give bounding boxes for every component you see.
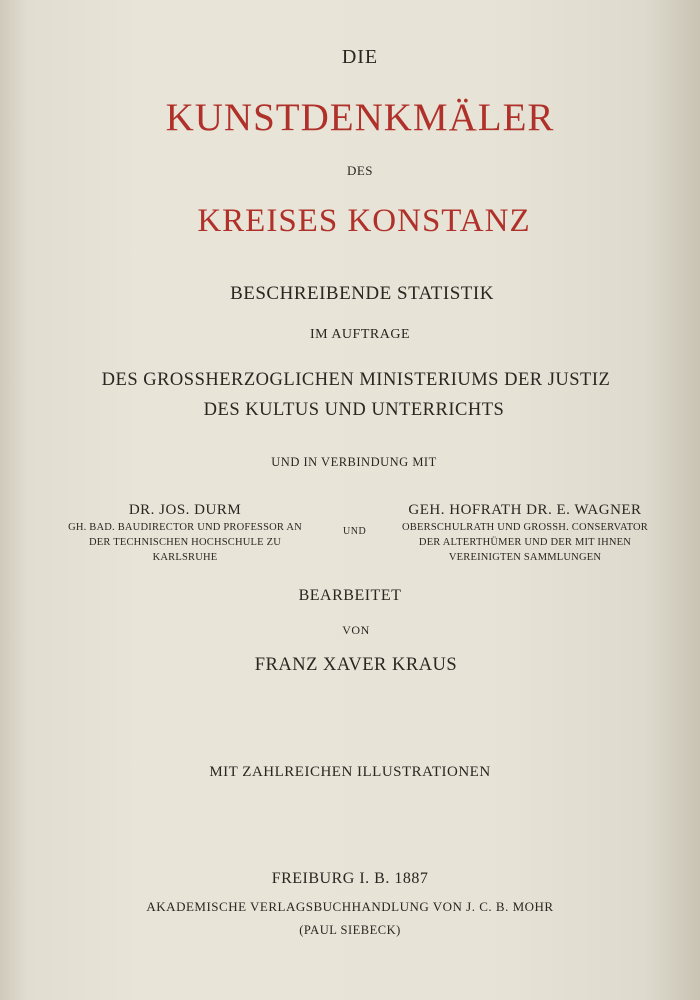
collaborator-left-line-3: KARLSRUHE	[152, 552, 218, 563]
collaborator-right	[360, 500, 690, 565]
place-and-year: FREIBURG I. B. 1887	[271, 870, 429, 887]
und-connector: UND	[343, 526, 367, 537]
collaborator-right-line-1: OBERSCHULRATH UND GROSSH. CONSERVATOR	[402, 522, 648, 533]
beschreibende-statistik: BESCHREIBENDE STATISTIK	[230, 283, 494, 304]
title-die: DIE	[341, 46, 379, 68]
author-name: FRANZ XAVER KRAUS	[254, 655, 458, 675]
ministerium-line-2: DES KULTUS UND UNTERRICHTS	[203, 400, 505, 420]
collaborator-right-line-2: DER ALTERTHÜMER UND DER MIT IHNEN	[418, 537, 632, 548]
von: VON	[342, 623, 370, 637]
collaborator-right-name: GEH. HOFRATH DR. E. WAGNER	[408, 502, 642, 518]
publisher-note: (PAUL SIEBECK)	[299, 923, 401, 937]
collaborator-right-line-3: VEREINIGTEN SAMMLUNGEN	[448, 552, 602, 563]
collaborator-left-name: DR. JOS. DURM	[128, 502, 242, 518]
main-title: KUNSTDENKMÄLER	[165, 96, 555, 139]
in-verbindung-mit: UND IN VERBINDUNG MIT	[271, 455, 437, 469]
title-des: DES	[346, 163, 374, 178]
subtitle: KREISES KONSTANZ	[197, 203, 531, 239]
collaborator-left-line-1: GH. BAD. BAUDIRECTOR UND PROFESSOR AN	[68, 522, 302, 533]
collaborator-left	[20, 500, 350, 565]
bearbeitet: BEARBEITET	[298, 587, 402, 604]
im-auftrage: IM AUFTRAGE	[309, 327, 410, 342]
collaborator-left-line-2: DER TECHNISCHEN HOCHSCHULE ZU	[89, 537, 281, 548]
ministerium-line-1: DES GROSSHERZOGLICHEN MINISTERIUMS DER JUSTIZ	[101, 370, 611, 390]
illustrations-note: MIT ZAHLREICHEN ILLUSTRATIONEN	[209, 764, 491, 780]
publisher: AKADEMISCHE VERLAGSBUCHHANDLUNG VON J. C. B. MOHR	[146, 899, 554, 914]
